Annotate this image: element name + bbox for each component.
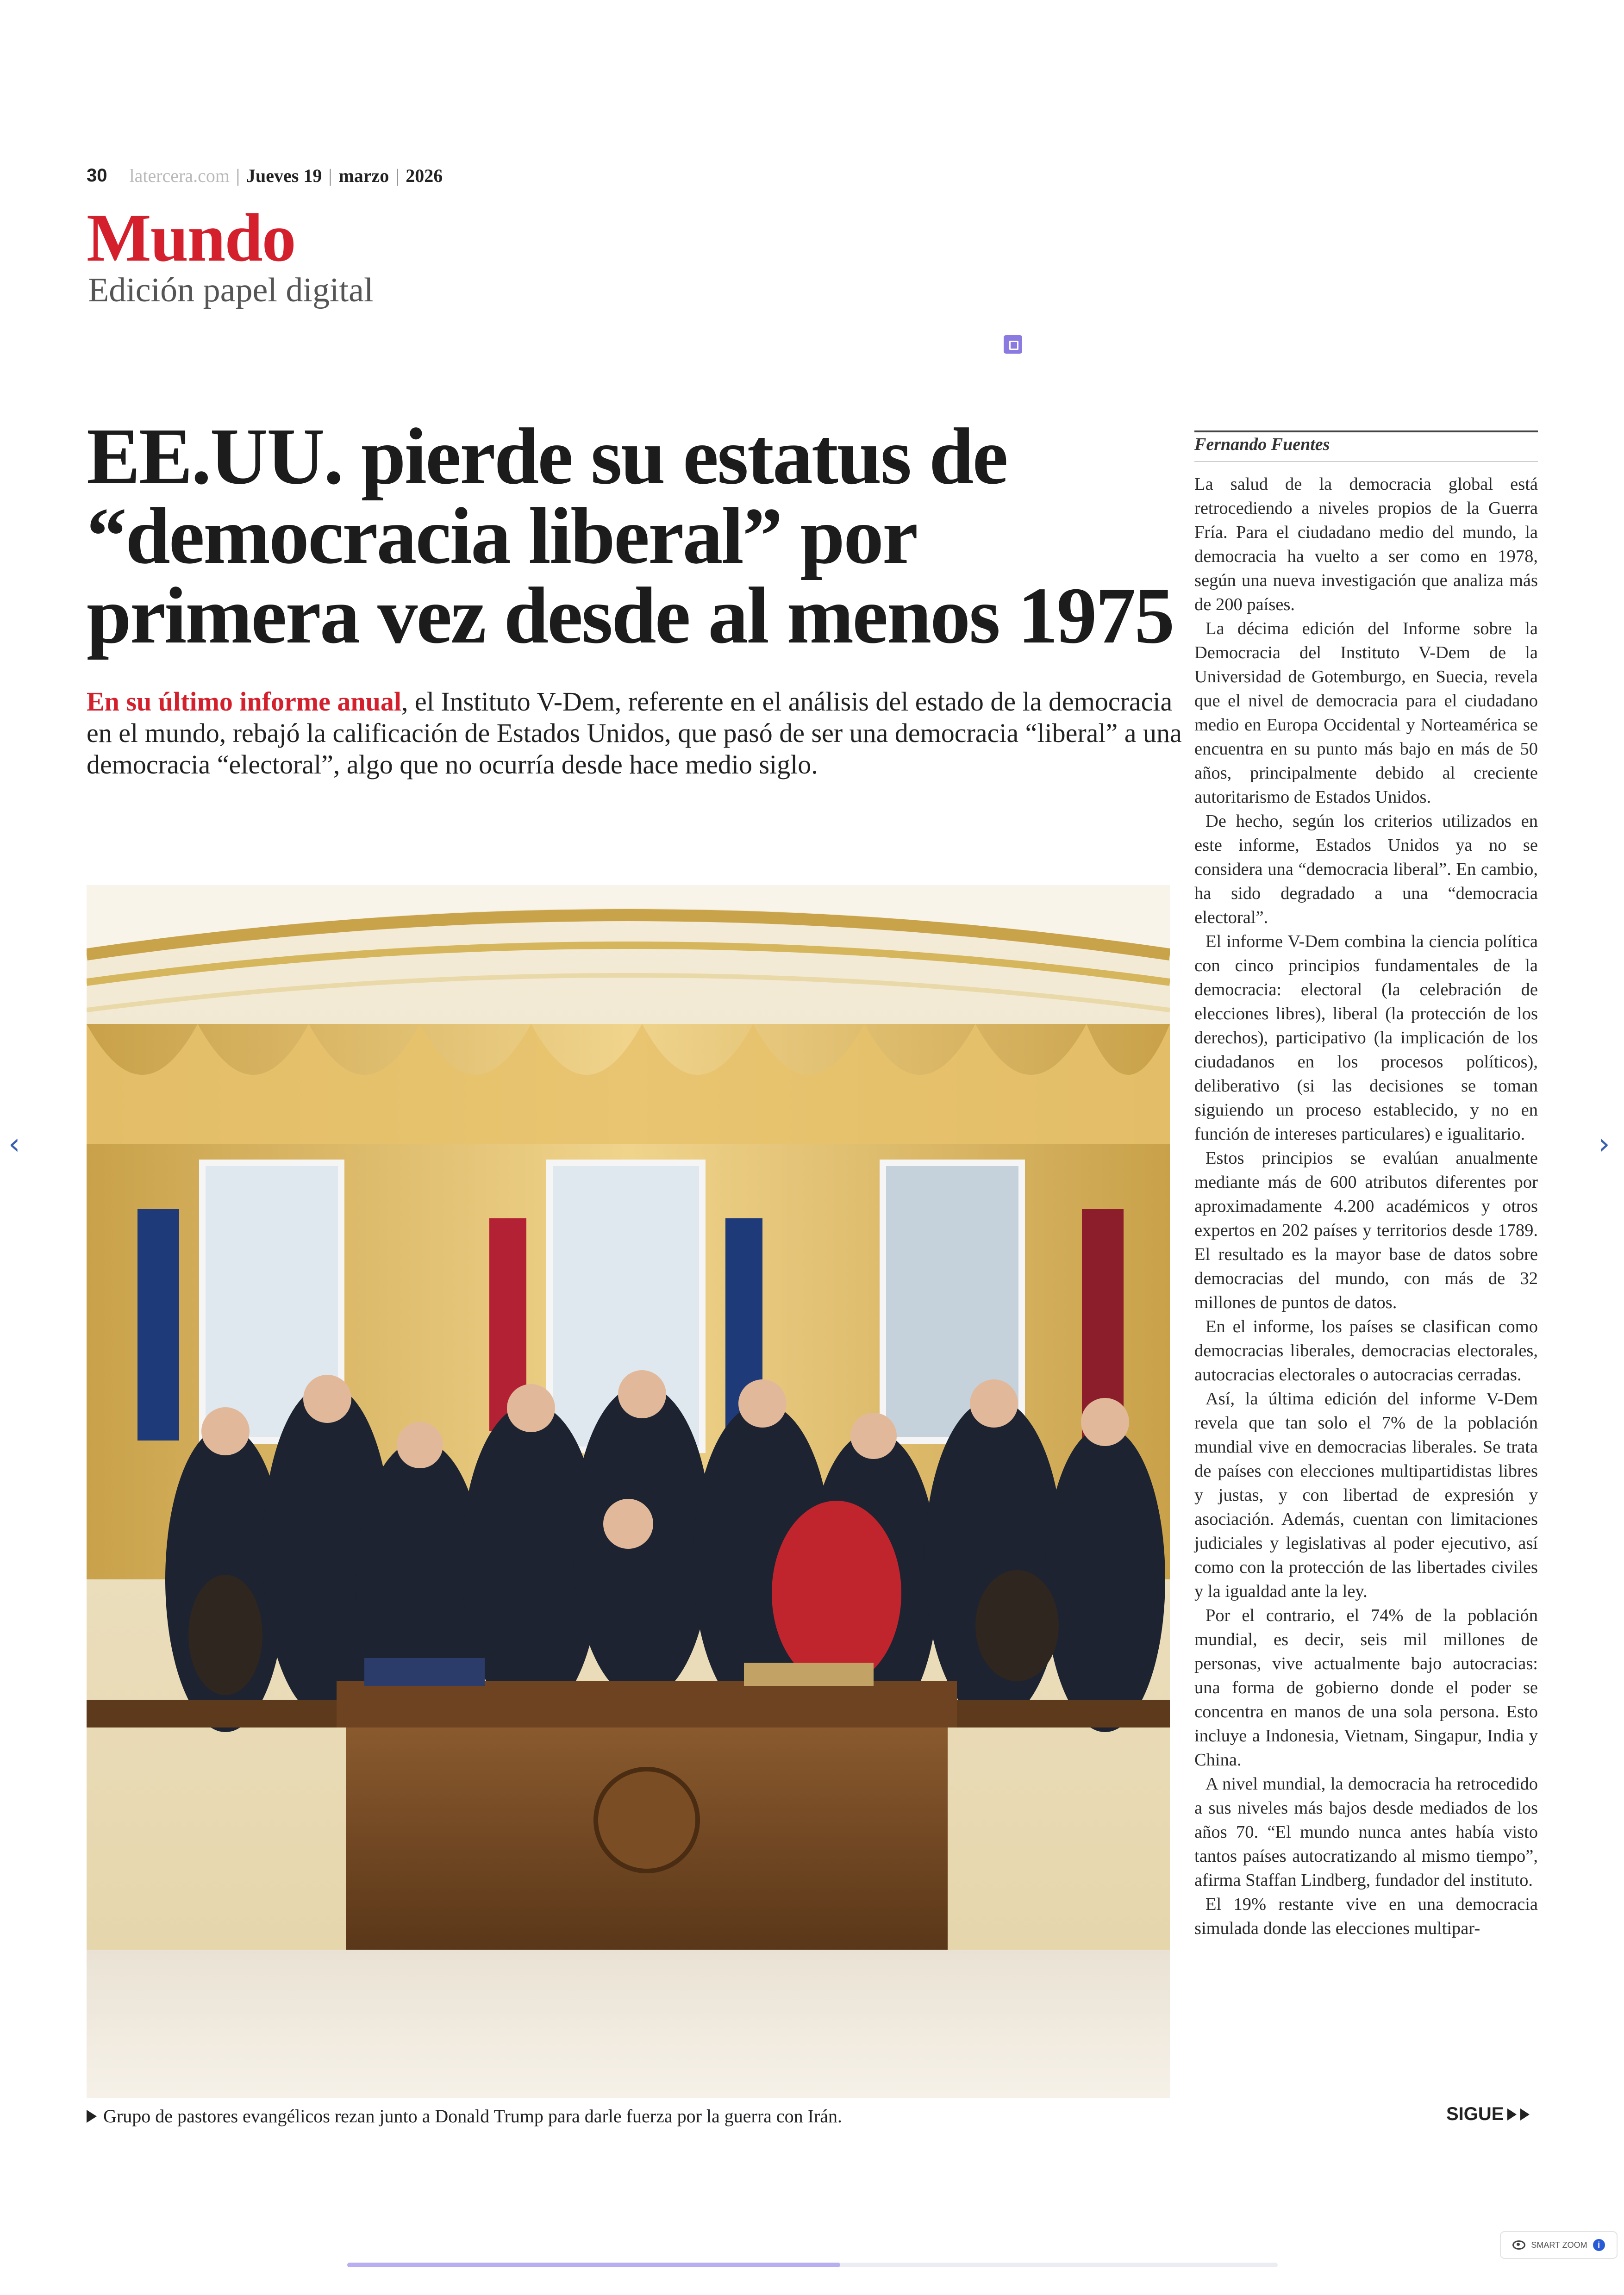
issue-year: 2026 [406, 165, 443, 186]
section-title: Mundo [87, 200, 295, 276]
eye-icon [1512, 2240, 1525, 2250]
lede [87, 686, 1184, 780]
divider: | [328, 165, 332, 186]
site-name: latercera.com [129, 165, 230, 186]
previous-page-button[interactable]: ‹ [8, 1127, 20, 1161]
smart-zoom-button[interactable] [1500, 2231, 1618, 2259]
edition-label: Edición papel digital [88, 271, 374, 309]
headline: EE.UU. pierde su estatus de “democracia liberal” por primera vez desde al menos 1975 [87, 412, 1174, 660]
arrow-right-icon [1520, 2108, 1530, 2120]
reading-progress-fill [347, 2263, 840, 2267]
oval-office-illustration [87, 885, 1170, 2098]
body-paragraph: Estos principios se evalúan anualmente mediante más de 600 atributos diferentes por aproximadamente 4.200 académicos y otros expertos en 202 países y territorios desde 1789. El resultado es la mayor base de datos sobre democracias del mundo, con más de 32 millones de puntos de datos. [1194, 1148, 1538, 1312]
caption-arrow-icon [87, 2110, 97, 2123]
photo-caption [87, 2105, 842, 2127]
body-paragraph: A nivel mundial, la democracia ha retrocedido a sus niveles más bajos desde mediados de los años 70. “El mundo nunca antes había visto tantos países autocratizando al mismo tiempo”, afirma Staffan Lindberg, fundador del instituto. [1194, 1774, 1538, 1890]
body-paragraph: Por el contrario, el 74% de la población mundial, es decir, seis mil millones de personas, vive actualmente bajo autocracias: una forma de gobierno donde el poder se concentra en manos de una sola persona. Esto incluye a Indonesia, Vietnam, Singapur, India y China. [1194, 1606, 1538, 1770]
next-page-button[interactable]: › [1598, 1127, 1610, 1161]
divider: | [395, 165, 400, 186]
lede-lead: En su último informe anual [87, 686, 401, 717]
caption-text: Grupo de pastores evangélicos rezan junto a Donald Trump para darle fuerza por la guerra con Irán. [103, 2106, 843, 2127]
issue-day: Jueves 19 [246, 165, 322, 186]
divider [1194, 461, 1538, 462]
smart-zoom-label: SMART ZOOM [1531, 2240, 1587, 2250]
article-body [1194, 472, 1538, 1940]
body-paragraph: La décima edición del Informe sobre la Democracia del Instituto V-Dem de la Universidad de Gotemburgo, en Suecia, revela que el nivel de democracia para el ciudadano medio en Europa Occidental y Norteamérica se encuentra en su punto más bajo en más de 50 años, principalmente debido al creciente autoritarismo de Estados Unidos. [1194, 619, 1538, 807]
body-paragraph: En el informe, los países se clasifican como democracias liberales, democracias electorales, autocracias electorales o autocracias cerradas. [1194, 1317, 1538, 1384]
body-paragraph: La salud de la democracia global está retrocediendo a niveles propios de la Guerra Fría. Para el ciudadano medio del mundo, la democracia ha vuelto a ser como en 1978, según una nueva investigación que analiza más de 200 países. [1194, 474, 1538, 614]
issue-month: marzo [338, 165, 389, 186]
arrow-right-icon [1507, 2108, 1517, 2120]
zoom-area-icon[interactable] [1004, 335, 1022, 354]
article-photo[interactable] [87, 885, 1170, 2098]
lede-text: , el Instituto V-Dem, referente en el análisis del estado de la democracia en el mundo, rebajó la calificación de Estados Unidos, que pasó de ser una democracia “liberal” a una democracia “electoral”, algo que no ocurría desde hace medio siglo. [87, 686, 1182, 780]
divider [1194, 430, 1538, 432]
byline: Fernando Fuentes [1194, 435, 1330, 454]
body-paragraph: Así, la última edición del informe V-Dem revela que tan solo el 7% de la población mundial vive en democracias liberales. Se trata de países con elecciones multipartidistas libres y justas, y con libertad de expresión y asociación. Además, cuentan con limitaciones judiciales y legislativas al poder ejecutivo, así como con la protección de las libertades civiles y la igualdad ante la ley. [1194, 1389, 1538, 1601]
body-paragraph: El 19% restante vive en una democracia simulada donde las elecciones multipar- [1194, 1895, 1538, 1938]
body-paragraph: De hecho, según los criterios utilizados en este informe, Estados Unidos ya no se considera una “democracia liberal”. En cambio, ha sido degradado a una “democracia electoral”. [1194, 811, 1538, 927]
info-icon[interactable]: i [1593, 2239, 1605, 2251]
continue-link[interactable] [1446, 2104, 1530, 2125]
body-paragraph: El informe V-Dem combina la ciencia política con cinco principios fundamentales de la democracia: electoral (la celebración de elecciones libres), liberal (la protección de los derechos), participativo (la implicación de los ciudadanos en los procesos políticos), deliberativo (si las decisiones se toman siguiendo un proceso establecido, y no en función de intereses particulares) e igualitario. [1194, 932, 1538, 1144]
continue-label: SIGUE [1446, 2104, 1504, 2124]
divider: | [236, 165, 240, 186]
folio-line [87, 163, 443, 188]
page-number: 30 [87, 165, 107, 186]
